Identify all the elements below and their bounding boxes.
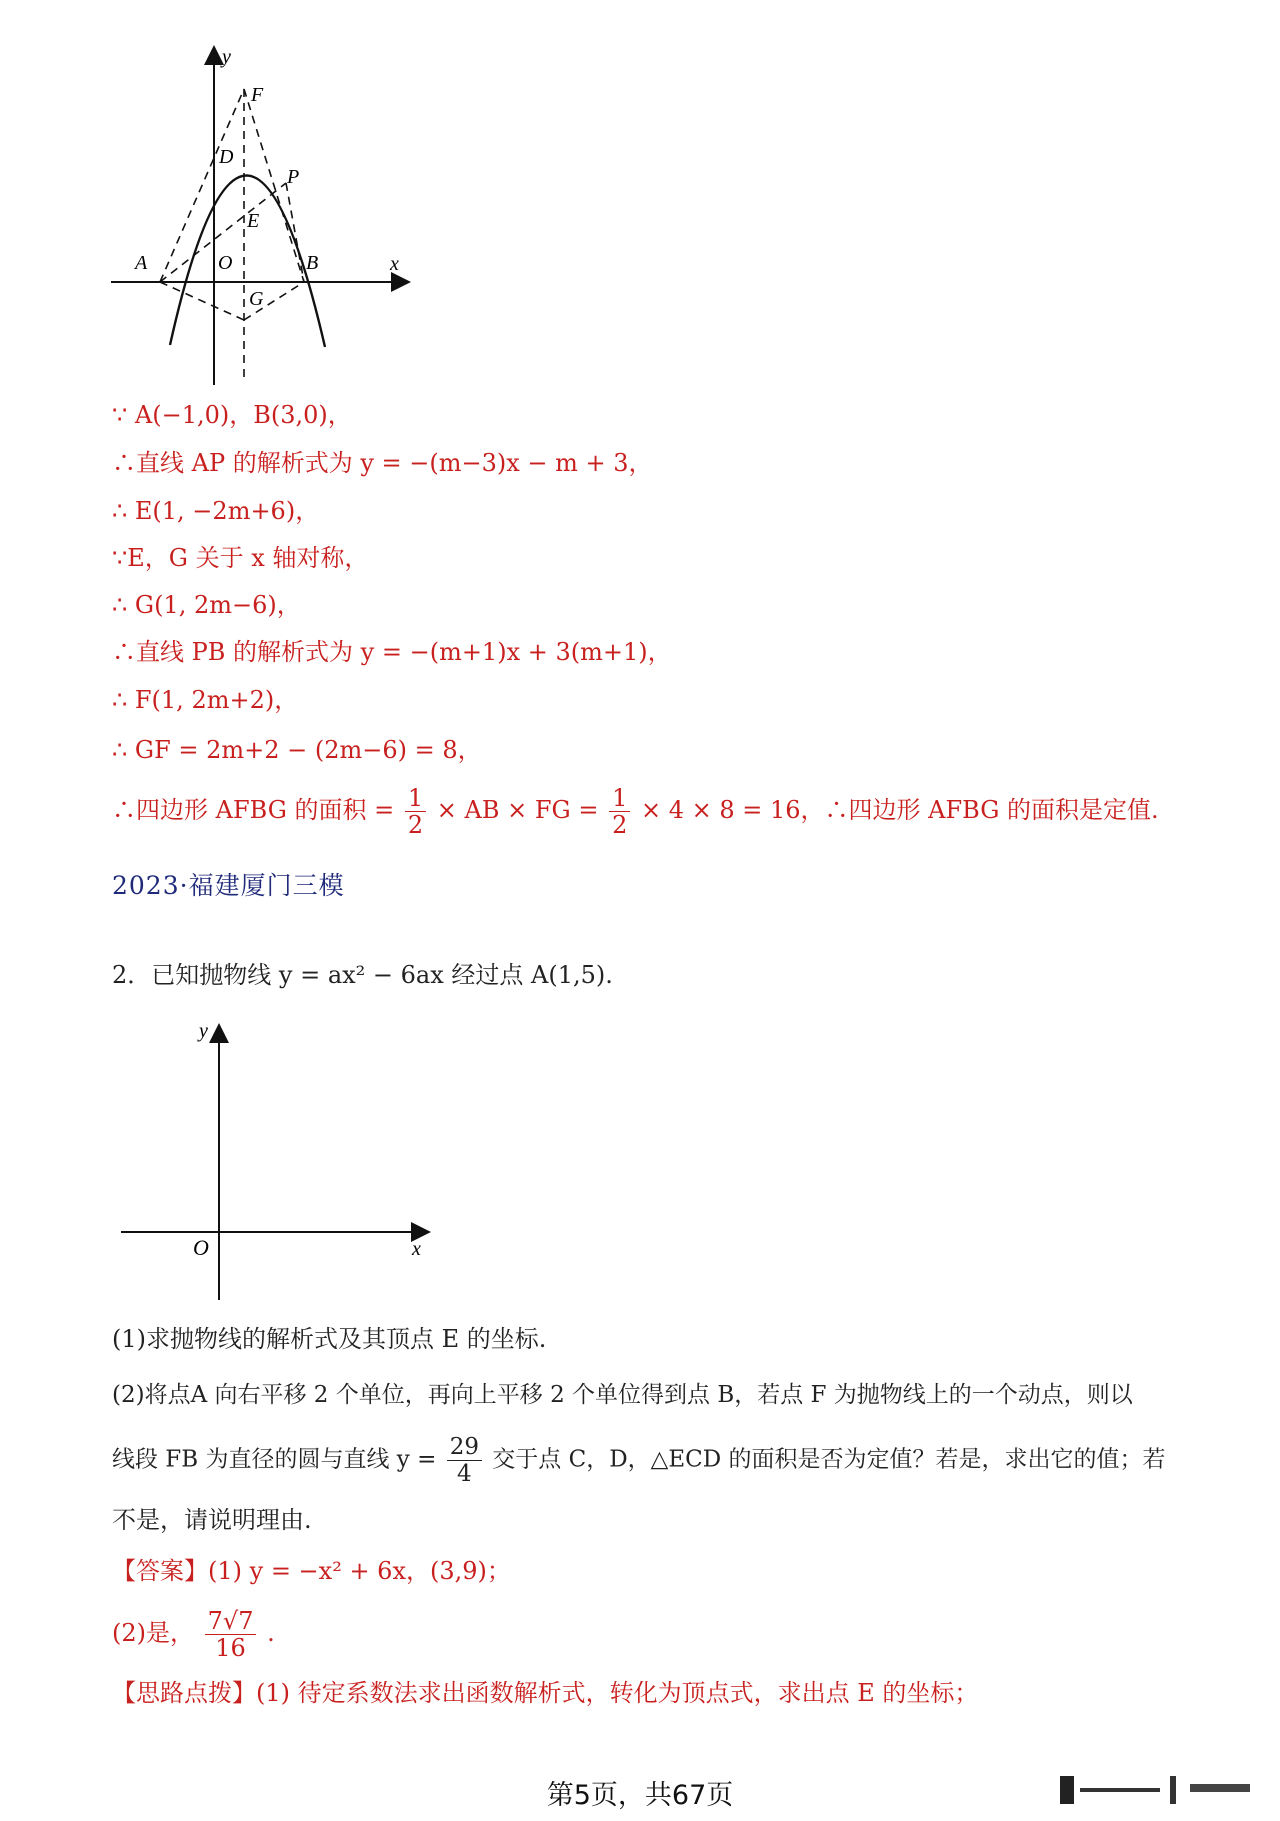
q2-line2-prefix: 线段 FB 为直径的圆与直线 y = — [112, 1446, 437, 1473]
q2-line2-suffix: 交于点 C，D，△ECD 的面积是否为定值？若是，求出它的值；若 — [492, 1446, 1166, 1473]
hint-tag: 【思路点拨】 — [112, 1679, 256, 1707]
solution-line-8: ∴ GF = 2m+2 − (2m−6) = 8， — [112, 736, 482, 764]
label-A: A — [135, 252, 148, 274]
area-prefix: ∴四边形 AFBG 的面积 = — [112, 796, 395, 824]
question2-part1: (1)求抛物线的解析式及其顶点 E 的坐标. — [112, 1325, 547, 1353]
answer-part2-prefix: (2)是， — [112, 1619, 194, 1647]
fig2-label-O: O — [193, 1235, 209, 1260]
answer-part1: (1) y = −x² + 6x，(3,9)； — [208, 1557, 511, 1585]
label-x: x — [390, 253, 399, 275]
question2-stem: 2．已知抛物线 y = ax² − 6ax 经过点 A(1,5). — [112, 961, 613, 989]
fig2-label-x: x — [412, 1238, 421, 1260]
area-frac1-num: 1 — [405, 785, 426, 812]
answer-line-1 — [112, 1554, 511, 1588]
label-G: G — [249, 288, 264, 310]
area-frac2-num: 1 — [609, 785, 630, 812]
label-F: F — [251, 84, 264, 106]
solution-line-2: ∴直线 AP 的解析式为 y = −(m−3)x − m + 3， — [112, 449, 653, 477]
question2-part2-line2 — [112, 1434, 1165, 1487]
solution-line-7: ∴ F(1, 2m+2)， — [112, 686, 299, 714]
dashed-PB — [286, 183, 304, 282]
q2-fraction — [447, 1434, 482, 1487]
answer-frac-den: 16 — [215, 1634, 246, 1662]
fig2-label-y: y — [199, 1020, 208, 1042]
solution-line-1: ∵ A(−1,0)，B(3,0)， — [112, 401, 352, 429]
area-frac1-den: 2 — [407, 811, 424, 839]
question2-part2-line1: (2)将点A 向右平移 2 个单位，再向上平移 2 个单位得到点 B，若点 F 为抛物线上的一个动点，则以 — [112, 1382, 1133, 1408]
answer-part2-suffix: . — [267, 1619, 275, 1647]
solution-line-4: ∵E，G 关于 x 轴对称， — [112, 544, 369, 572]
label-B: B — [306, 252, 319, 274]
hint-line — [112, 1676, 978, 1710]
area-suffix: × 4 × 8 = 16，∴四边形 AFBG 的面积是定值. — [641, 796, 1159, 824]
q2-frac-den: 4 — [457, 1461, 472, 1487]
label-E: E — [247, 210, 260, 232]
label-O: O — [218, 252, 233, 274]
area-fraction-2 — [609, 785, 630, 838]
question2-part2-line3: 不是，请说明理由. — [112, 1506, 312, 1534]
solution-line-6: ∴直线 PB 的解析式为 y = −(m+1)x + 3(m+1)， — [112, 638, 672, 666]
area-fraction-1 — [405, 785, 426, 838]
label-y: y — [222, 46, 231, 68]
area-conclusion-line — [112, 785, 1159, 838]
label-P: P — [287, 166, 300, 188]
answer-line-2 — [112, 1608, 275, 1661]
answer-tag: 【答案】 — [112, 1557, 208, 1585]
area-frac2-den: 2 — [612, 811, 628, 839]
scan-marks — [1040, 1770, 1270, 1810]
label-D: D — [219, 146, 234, 168]
answer-frac-num: 7√7 — [205, 1608, 257, 1635]
q2-frac-num: 29 — [447, 1434, 482, 1461]
dashed-AG — [160, 282, 244, 320]
parabola-curve — [170, 175, 325, 347]
solution-line-5: ∴ G(1, 2m−6)， — [112, 591, 301, 619]
solution-line-3: ∴ E(1, −2m+6)， — [112, 497, 320, 525]
page-footer: 第5页，共67页 — [546, 1780, 734, 1811]
parabola-figure — [105, 45, 425, 390]
hint-text: (1) 待定系数法求出函数解析式，转化为顶点式，求出点 E 的坐标； — [256, 1679, 979, 1707]
coordinate-axes-figure — [115, 1015, 435, 1305]
area-middle: × AB × FG = — [436, 796, 599, 824]
answer-fraction — [205, 1608, 257, 1661]
source-tag: 2023·福建厦门三模 — [112, 871, 345, 900]
